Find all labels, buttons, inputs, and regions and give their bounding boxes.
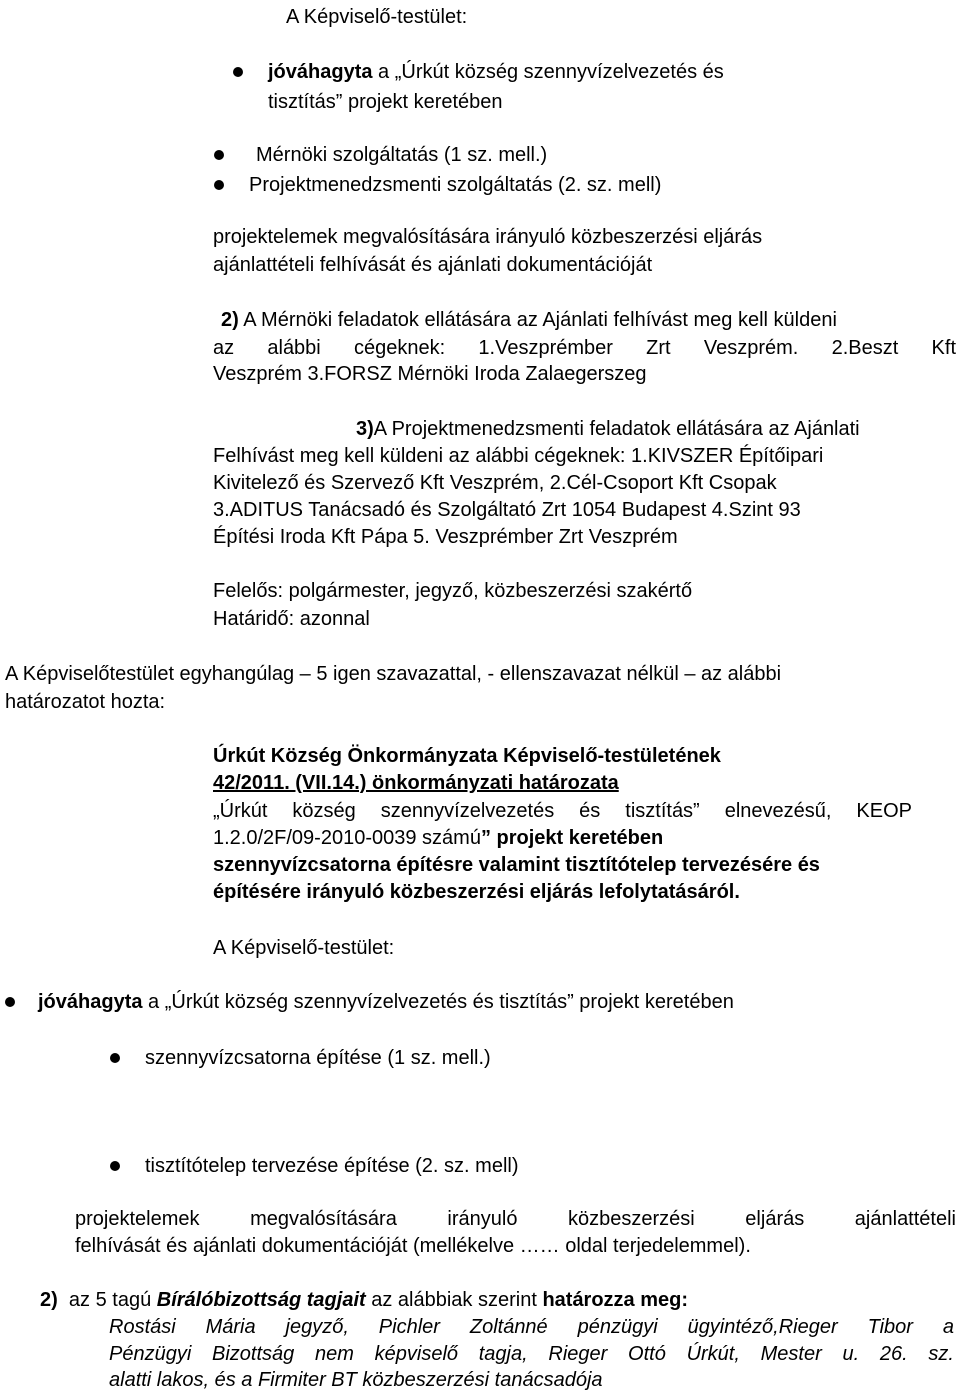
point2-top-line-1 (221, 306, 837, 334)
resolution-sub-3-text: szennyvízcsatorna építésre valamint tisztítótelep tervezésére és (213, 854, 820, 876)
point2-top-number: 2) (221, 309, 239, 331)
point3-top-line-1 (356, 415, 860, 443)
point3-top-line-5: Építési Iroda Kft Pápa 5. Veszprémber Zrt Veszprém (213, 526, 678, 548)
section-heading-top: A Képviselő-testület: (286, 6, 468, 28)
resolution-sub-4-text: építésére irányuló közbeszerzési eljárás lefolytatásáról. (213, 881, 740, 903)
members-line-1: Rostási Mária jegyző, Pichler Zoltánné pénzügyi ügyintéző,Rieger Tibor a (109, 1316, 954, 1338)
bullet-icon (214, 150, 224, 160)
bullet-icon (110, 1053, 120, 1063)
point3-top-line-4: 3.ADITUS Tanácsadó és Szolgáltató Zrt 1054 Budapest 4.Szint 93 (213, 499, 801, 521)
bullet-icon (110, 1161, 120, 1171)
approval-keyword-bottom: jóváhagyta (38, 991, 143, 1013)
resolution-sub-3 (213, 851, 820, 879)
point3-top-text: A Projektmenedzsmenti feladatok ellátására az Ajánlati (373, 418, 860, 440)
members-line-3: alatti lakos, és a Firmiter BT közbeszerzési tanácsadója (109, 1369, 603, 1391)
section-heading-bottom: A Képviselő-testület: (213, 937, 395, 959)
members-line-2: Pénzügyi Bizottság nem képviselő tagja, Rieger Ottó Úrkút, Mester u. 26. sz. (109, 1343, 954, 1365)
projekt-line-top-1: projektelemek megvalósítására irányuló közbeszerzési eljárás (213, 226, 763, 248)
approval-line-top (268, 58, 724, 86)
approval-keyword: jóváhagyta (268, 61, 373, 83)
point3-top-line-3: Kivitelező és Szervező Kft Veszprém, 2.Cél-Csoport Kft Csopak (213, 472, 777, 494)
point2-bottom-number: 2) (40, 1289, 58, 1311)
point3-top-line-2: Felhívást meg kell küldeni az alábbi cégeknek: 1.KIVSZER Építőipari (213, 445, 824, 467)
item-bottom-1: szennyvízcsatorna építése (1 sz. mell.) (145, 1047, 491, 1069)
bullet-icon (233, 67, 243, 77)
approval-text-bottom: a „Úrkút község szennyvízelvezetés és tisztítás” projekt keretében (142, 991, 734, 1013)
resolution-sub-2 (213, 824, 663, 852)
resolution-title-1-text: Úrkút Község Önkormányzata Képviselő-testületének (213, 745, 721, 767)
vote-line-1: A Képviselőtestület egyhangúlag – 5 igen szavazattal, - ellenszavazat nélkül – az alábbi (5, 663, 782, 685)
projekt-line-top-2: ajánlattételi felhívását és ajánlati dokumentációját (213, 254, 653, 276)
resolution-title-1 (213, 742, 721, 770)
resolution-sub-2-bold: ” projekt keretében (480, 827, 664, 849)
point2-bottom-bold-end: határozza meg: (542, 1289, 689, 1311)
projekt-line-bottom-1: projektelemek megvalósítására irányuló közbeszerzési eljárás ajánlattételi (75, 1208, 956, 1230)
approval-line-bottom (38, 988, 734, 1016)
approval-line-top-2: tisztítás” projekt keretében (268, 91, 503, 113)
bullet-icon (214, 180, 224, 190)
point2-top-line-2: az alábbi cégeknek: 1.Veszprémber Zrt Veszprém. 2.Beszt Kft (213, 337, 956, 359)
item-top-2: Projektmenedzsmenti szolgáltatás (2. sz. mell) (249, 174, 662, 196)
point2-top-text: A Mérnöki feladatok ellátására az Ajánlati felhívást meg kell küldeni (238, 309, 837, 331)
point2-bottom-pre: az 5 tagú (57, 1289, 157, 1311)
resolution-sub-1: „Úrkút község szennyvízelvezetés és tisztítás” elnevezésű, KEOP (213, 800, 912, 822)
resolution-sub-2-normal: 1.2.0/2F/09-2010-0039 számú (213, 827, 481, 849)
point2-bottom-line-1 (40, 1286, 688, 1314)
committee-members-label: Bírálóbizottság tagjait (156, 1289, 366, 1311)
bullet-icon (5, 997, 15, 1007)
approval-text: a „Úrkút község szennyvízelvezetés és (372, 61, 724, 83)
resolution-title-2 (213, 769, 619, 797)
resolution-sub-4 (213, 878, 740, 906)
item-bottom-2: tisztítótelep tervezése építése (2. sz. mell) (145, 1155, 519, 1177)
item-top-1: Mérnöki szolgáltatás (1 sz. mell.) (256, 144, 548, 166)
deadline-line: Határidő: azonnal (213, 608, 370, 630)
point2-top-line-3: Veszprém 3.FORSZ Mérnöki Iroda Zalaegerszeg (213, 363, 647, 385)
point3-top-number: 3) (356, 418, 374, 440)
vote-line-2: határozatot hozta: (5, 691, 166, 713)
responsible-line: Felelős: polgármester, jegyző, közbeszerzési szakértő (213, 580, 693, 602)
point2-bottom-mid: az alábbiak szerint (365, 1289, 543, 1311)
projekt-line-bottom-2: felhívását és ajánlati dokumentációját (mellékelve …… oldal terjedelemmel). (75, 1235, 751, 1257)
resolution-title-2-text: 42/2011. (VII.14.) önkormányzati határozata (213, 772, 619, 794)
